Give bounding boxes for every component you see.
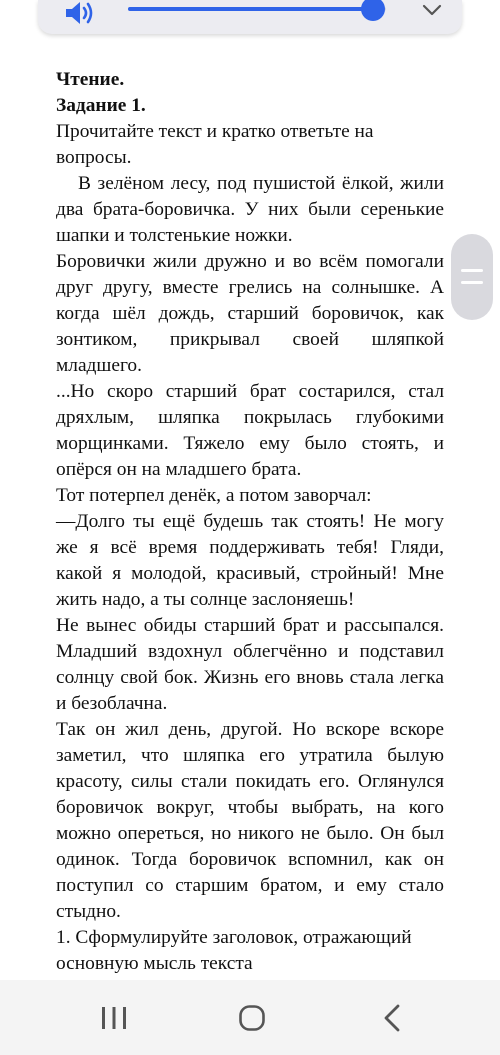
back-icon[interactable]	[362, 998, 422, 1038]
volume-slider[interactable]	[128, 3, 386, 15]
volume-panel	[38, 0, 462, 34]
home-icon[interactable]	[222, 998, 282, 1038]
instruction: Прочитайте текст и кратко ответьте на вопросы.	[56, 121, 374, 168]
paragraph-7: Так он жил день, другой. Но вскоре вскоре заметил, что шляпка его утратила былую красоту, силы стали покидать его. Оглянулся боровичок вокруг, чтобы выбрать, на кого можно опереться, но никого не было. Он был одинок. Тогда боровичок вспомнил, как он поступил со старшим братом, и ему стало стыдно.	[56, 719, 444, 922]
handle-line-icon	[461, 281, 483, 284]
paragraph-6: Не вынес обиды старший брат и рассыпался. Младший вздохнул облегчённо и подставил солнцу свой бок. Жизнь его вновь стала легка и безоблачна.	[56, 615, 444, 714]
navigation-bar	[0, 980, 500, 1055]
task-heading: Задание 1.	[56, 95, 146, 116]
question-1: 1. Сформулируйте заголовок, отражающий основную мысль текста	[56, 927, 412, 974]
paragraph-2: Боровички жили дружно и во всём помогали друг другу, вместе грелись на солнышке. А когда шёл дождь, старший боровичок, как зонтиком, прикрывал своей шляпкой младшего.	[56, 251, 444, 376]
paragraph-3: ...Но скоро старший брат состарился, стал дряхлым, шляпка покрылась глубокими морщинками. Тяжело ему было стоять, и опёрся он на младшего брата.	[56, 381, 444, 480]
side-panel-handle[interactable]	[451, 234, 493, 320]
paragraph-4: Тот потерпел денёк, а потом заворчал:	[56, 485, 372, 506]
speaker-icon[interactable]	[62, 0, 96, 26]
paragraph-1: В зелёном лесу, под пушистой ёлкой, жили два брата-боровичка. У них были серенькие шапки и толстенькие ножки.	[56, 173, 444, 246]
paragraph-5: —Долго ты ещё будешь так стоять! Не могу же я всё время поддерживать тебя! Гляди, какой я молодой, красивый, стройный! Мне жить надо, а ты солнце заслоняешь!	[56, 511, 444, 610]
handle-line-icon	[461, 269, 483, 272]
recent-apps-icon[interactable]	[84, 998, 144, 1038]
section-heading: Чтение.	[56, 69, 125, 90]
chevron-down-icon[interactable]	[418, 0, 446, 22]
slider-thumb[interactable]	[361, 0, 385, 21]
slider-fill	[128, 7, 373, 11]
reading-text	[56, 67, 444, 977]
